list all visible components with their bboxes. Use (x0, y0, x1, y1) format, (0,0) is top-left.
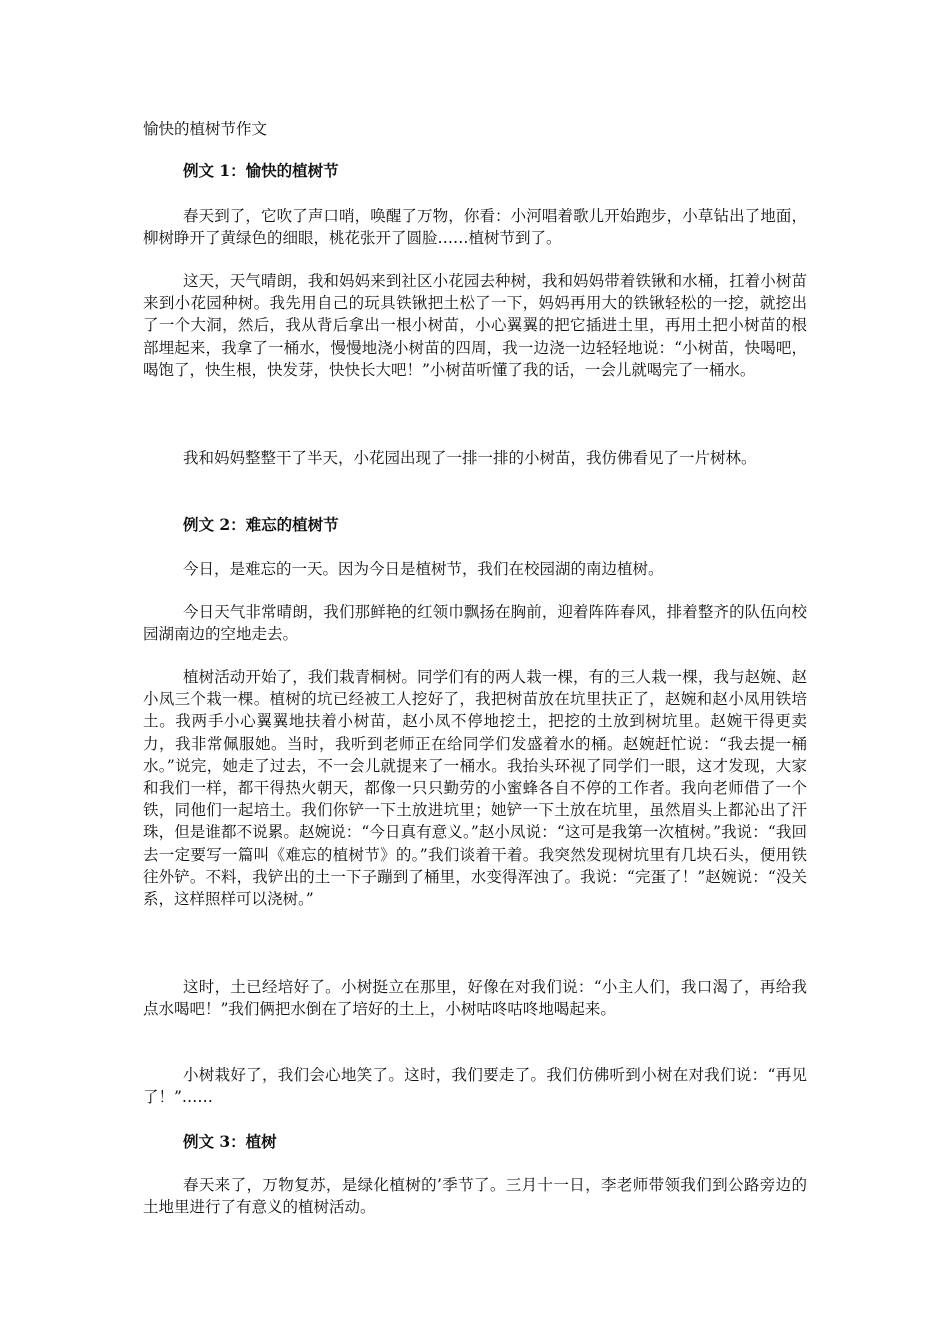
paragraph: 这时，土已经培好了。小树挺立在那里，好像在对我们说：“小主人们，我口渴了，再给我点水喝吧！”我们俩把水倒在了培好的土上，小树咕咚咕咚地喝起来。 (143, 978, 807, 1019)
paragraph: 今日，是难忘的一天。因为今日是植树节，我们在校园湖的南边植树。 (183, 560, 664, 578)
paragraph: 我和妈妈整整干了半天，小花园出现了一排一排的小树苗，我仿佛看见了一片树林。 (183, 449, 757, 467)
section-heading-1: 例文 1：愉快的植树节 (183, 161, 339, 180)
paragraph: 春天到了，它吹了声口哨，唤醒了万物，你看：小河唱着歌儿开始跑步，小草钻出了地面，柳树睁开了黄绿色的细眼，桃花张开了圆脸……植树节到了。 (143, 207, 807, 248)
paragraph: 小树栽好了，我们会心地笑了。这时，我们要走了。我们仿佛听到小树在对我们说：“再见了！”…… (143, 1066, 807, 1107)
section-heading-3: 例文 3：植树 (183, 1132, 277, 1151)
document-title: 愉快的植树节作文 (143, 120, 268, 138)
paragraph: 今日天气非常晴朗，我们那鲜艳的红领巾飘扬在胸前，迎着阵阵春风，排着整齐的队伍向校园湖南边的空地走去。 (143, 603, 807, 644)
section-heading-2: 例文 2：难忘的植树节 (183, 515, 339, 534)
paragraph: 植树活动开始了，我们栽青桐树。同学们有的两人栽一棵，有的三人栽一棵，我与赵婉、赵小凤三个栽一棵。植树的坑已经被工人挖好了，我把树苗放在坑里扶正了，赵婉和赵小凤用铁培土。我两手小心翼翼地扶着小树苗，赵小凤不停地挖土，把挖的土放到树坑里。赵婉干得更卖力，我非常佩服她。当时，我听到老师正在给同学们发盛着水的桶。赵婉赶忙说：“我去提一桶水。”说完，她走了过去，不一会儿就提来了一桶水。我抬头环视了同学们一眼，这才发现，大家和我们一样，都干得热火朝天，都像一只只勤劳的小蜜蜂各自不停的工作者。我向老师借了一个铁，同他们一起培土。我们你铲一下土放进坑里；她铲一下土放在坑里，虽然眉头上都沁出了汗珠，但是谁都不说累。赵婉说：“今日真有意义。”赵小凤说：“这可是我第一次植树。”我说：“我回去一定要写一篇叫《难忘的植树节》的。”我们谈着干着。我突然发现树坑里有几块石头，便用铁往外铲。不料，我铲出的土一下子蹦到了桶里，水变得浑浊了。我说：“完蛋了！”赵婉说：“没关系，这样照样可以浇树。” (143, 668, 807, 909)
paragraph: 这天，天气晴朗，我和妈妈来到社区小花园去种树，我和妈妈带着铁锹和水桶，扛着小树苗来到小花园种树。我先用自己的玩具铁锹把土松了一下，妈妈再用大的铁锹轻松的一挖，就挖出了一个大洞，然后，我从背后拿出一根小树苗，小心翼翼的把它插进土里，再用土把小树苗的根部埋起来，我拿了一桶水，慢慢地浇小树苗的四周，我一边浇一边轻轻地说：“小树苗，快喝吧，喝饱了，快生根，快发芽，快快长大吧！”小树苗听懂了我的话，一会儿就喝完了一桶水。 (143, 272, 807, 379)
paragraph: 春天来了，万物复苏，是绿化植树的’季节了。三月十一日，李老师带领我们到公路旁边的土地里进行了有意义的植树活动。 (143, 1176, 807, 1217)
